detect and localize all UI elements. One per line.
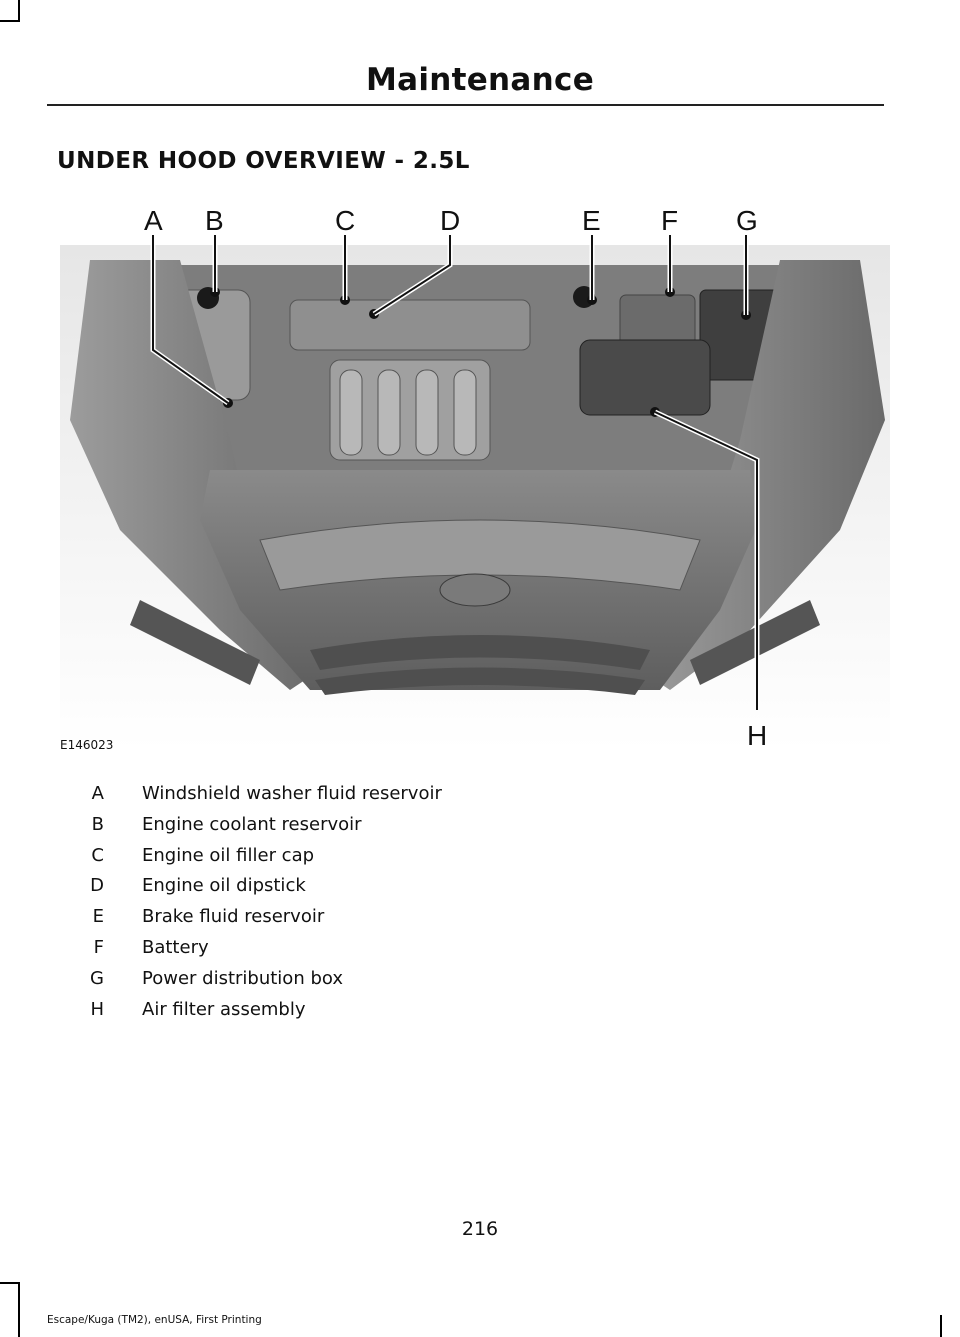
- figure-id: E146023: [60, 738, 114, 752]
- legend-letter: B: [91, 813, 104, 835]
- legend-letter: C: [91, 844, 104, 866]
- callout-label: H: [747, 720, 768, 750]
- page-heading: UNDER HOOD OVERVIEW - 2.5L: [57, 148, 470, 174]
- legend-text: Power distribution box: [142, 967, 343, 989]
- legend-item: [60, 968, 660, 999]
- legend: [60, 783, 660, 1029]
- legend-text: Engine oil filler cap: [142, 844, 315, 866]
- legend-letter: E: [92, 906, 104, 928]
- callout-label: A: [144, 205, 163, 236]
- legend-letter: D: [90, 875, 104, 897]
- legend-text: Brake fluid reservoir: [142, 906, 325, 928]
- legend-letter: A: [91, 783, 104, 804]
- callout-label: G: [736, 205, 758, 236]
- under-hood-illustration: [60, 190, 890, 750]
- callout-label: C: [335, 205, 356, 236]
- footer-edition: Escape/Kuga (TM2), enUSA, First Printing: [47, 1314, 262, 1326]
- crop-mark: [0, 1282, 20, 1284]
- legend-text: Air filter assembly: [142, 998, 306, 1020]
- header-rule: [47, 104, 884, 106]
- legend-item: [60, 906, 660, 937]
- legend-item: [60, 875, 660, 906]
- callout-label: F: [661, 205, 679, 236]
- legend-text: Battery: [142, 936, 209, 958]
- legend-item: [60, 814, 660, 845]
- callout-label: E: [582, 205, 601, 236]
- legend-item: [60, 783, 660, 814]
- crop-mark: [18, 0, 20, 22]
- legend-text: Engine coolant reservoir: [142, 813, 362, 835]
- callout-label: D: [440, 205, 461, 236]
- section-title: Maintenance: [365, 62, 595, 98]
- legend-item: [60, 999, 660, 1030]
- crop-mark: [940, 1315, 942, 1337]
- crop-mark: [18, 1282, 20, 1337]
- page-number: 216: [461, 1218, 499, 1240]
- callout-label: B: [205, 205, 224, 236]
- crop-mark: [0, 20, 20, 22]
- legend-item: [60, 937, 660, 968]
- legend-text: Windshield washer fluid reservoir: [142, 783, 442, 804]
- legend-text: Engine oil dipstick: [142, 875, 306, 897]
- legend-letter: F: [93, 936, 104, 958]
- legend-letter: H: [90, 998, 104, 1020]
- legend-letter: G: [90, 967, 104, 989]
- legend-item: [60, 845, 660, 876]
